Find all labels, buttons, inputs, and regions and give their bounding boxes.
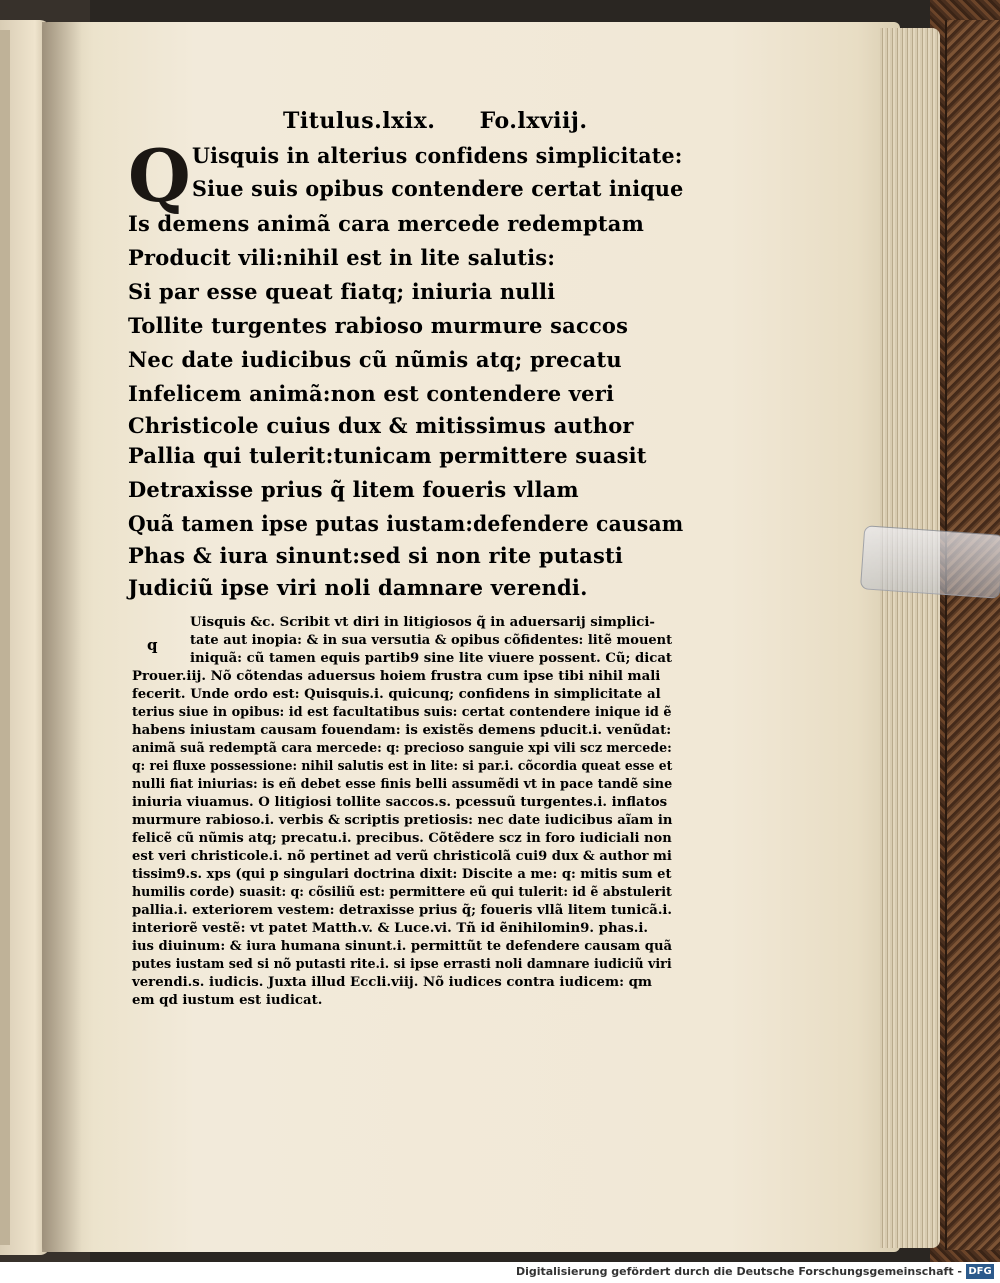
cover-board (945, 20, 1000, 1250)
verse-line: Judiciũ ipse viri noli damnare verendi. (128, 575, 588, 600)
verse-line: Pallia qui tulerit:tunicam permittere suasit (128, 443, 647, 468)
folio-number: Fo.lxviij. (479, 108, 588, 134)
left-page-edge (0, 30, 10, 1245)
verse-line: Nec date iudicibus cũ nũmis atq; precatu (128, 347, 622, 372)
commentary-line: iniuria viuamus. O litigiosi tollite saccos.s. pcessuũ turgentes.i. inflatos (132, 795, 668, 810)
commentary-line: putes iustam sed si nõ putasti rite.i. si ipse errasti noli damnare iudiciũ viri (132, 957, 672, 972)
verse-line: Phas & iura sinunt:sed si non rite putasti (128, 543, 624, 568)
footer-credit: Digitalisierung gefördert durch die Deutsche Forschungsgemeinschaft - (515, 1265, 962, 1278)
commentary-line: verendi.s. iudicis. Juxta illud Eccli.viij. Nõ iudices contra iudicem: qm (132, 975, 652, 990)
commentary-line: animã suã redemptã cara mercede: q: precioso sanguie xpi vili scz mercede: (132, 741, 672, 756)
verse-line: Tollite turgentes rabioso murmure saccos (128, 313, 629, 338)
commentary-line: nulli fiat iniurias: is eñ debet esse finis belli assumẽdi vt in pace tandẽ sine (132, 777, 673, 792)
verse-line: Producit vili:nihil est in lite salutis: (128, 245, 556, 270)
verse-line: Si par esse queat fiatq; iniuria nulli (128, 279, 556, 304)
commentary-line: habens iniustam causam fouendam: is existẽs demens pducit.i. venũdat: (132, 723, 672, 738)
verse-line: Christicole cuius dux & mitissimus author (128, 413, 634, 438)
commentary-line: felicẽ cũ nũmis atq; precatu.i. precibus. Cõtẽdere scz in foro iudiciali non (132, 831, 672, 846)
footer-bar (0, 1262, 1000, 1283)
page-fore-edge (880, 28, 940, 1248)
drop-initial: Q (128, 133, 191, 218)
commentary-line: terius siue in opibus: id est facultatibus suis: certat contendere inique id ẽ (132, 705, 672, 720)
verse-line: Detraxisse prius q̃ litem foueris vllam (128, 477, 579, 502)
gutter-shadow (42, 22, 82, 1252)
commentary-line: tate aut inopia: & in sua versutia & opibus cõfidentes: litẽ mouent (190, 633, 673, 648)
commentary-initial: q (147, 636, 158, 654)
commentary-line: Uisquis &c. Scribit vt diri in litigiosos q̃ in aduersarij simplici- (190, 615, 655, 630)
verse-line: Siue suis opibus contendere certat inique (192, 176, 684, 201)
commentary-line: iniquã: cũ tamen equis partib9 sine lite viuere possent. Cũ; dicat (190, 651, 673, 666)
plastic-page-marker (860, 525, 1000, 599)
verse-line: Is demens animã cara mercede redemptam (128, 211, 644, 236)
page-header (283, 108, 588, 134)
commentary-line: est veri christicole.i. nõ pertinet ad verũ christicolã cui9 dux & author mi (132, 849, 672, 864)
commentary-line: fecerit. Unde ordo est: Quisquis.i. quicunq; confidens in simplicitate al (132, 687, 661, 702)
commentary-line: humilis corde) suasit: q: cõsiliũ est: permittere eũ qui tulerit: id ẽ abstulerit (132, 885, 672, 900)
commentary-line: q: rei fluxe possessione: nihil salutis est in lite: si par.i. cõcordia queat esse et (132, 759, 673, 774)
commentary-line: em qd iustum est iudicat. (132, 993, 323, 1008)
commentary-line: murmure rabioso.i. verbis & scriptis pretiosis: nec date iudicibus aĩam in (132, 813, 673, 828)
commentary-line: interiorẽ vestẽ: vt patet Matth.v. & Luce.vi. Tñ id ẽnihilomin9. phas.i. (132, 921, 649, 936)
verse-line: Infelicem animã:non est contendere veri (128, 381, 615, 406)
dfg-logo: DFG (966, 1264, 994, 1279)
title-heading: Titulus.lxix. (283, 108, 436, 134)
commentary-line: pallia.i. exteriorem vestem: detraxisse prius q̃; foueris vllã litem tunicã.i. (132, 903, 673, 918)
commentary-line: ius diuinum: & iura humana sinunt.i. permittũt te defendere causam quã (132, 939, 673, 954)
commentary-line: tissim9.s. xps (qui p singulari doctrina dixit: Discite a me: q: mitis sum et (132, 867, 672, 882)
commentary-line: Prouer.iij. Nõ cõtendas aduersus hoiem frustra cum ipse tibi nihil mali (132, 669, 661, 684)
verse-line: Uisquis in alterius confidens simplicitate: (192, 143, 683, 168)
verse-line: Quã tamen ipse putas iustam:defendere causam (128, 511, 684, 536)
